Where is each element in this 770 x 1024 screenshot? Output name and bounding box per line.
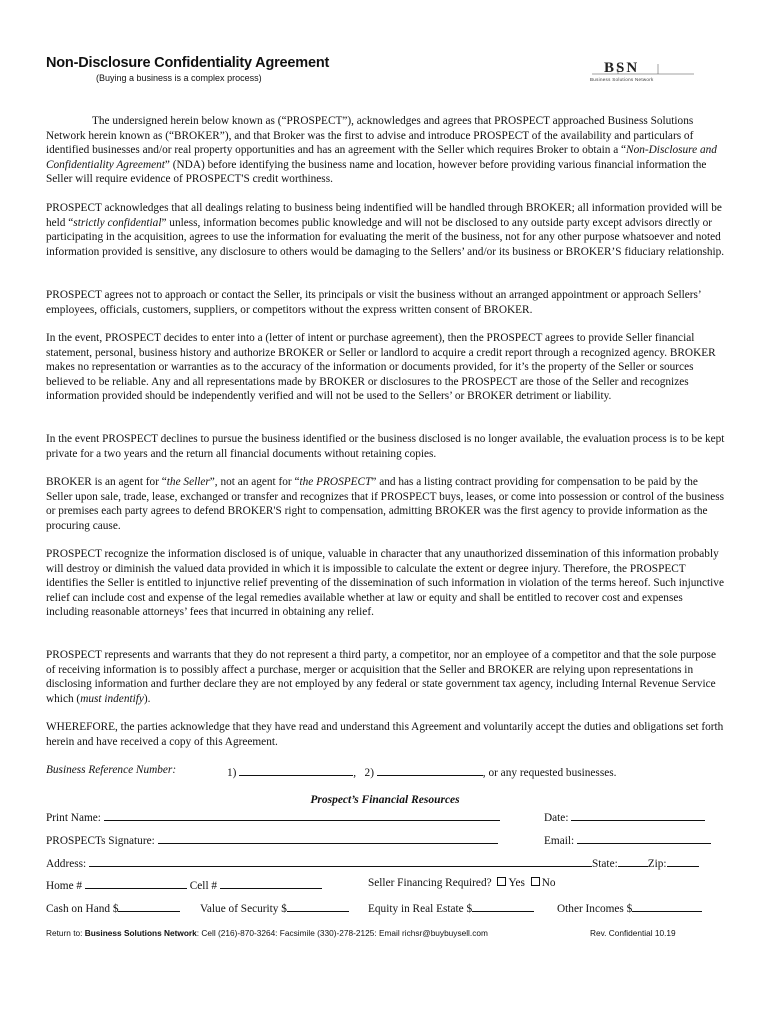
other-incomes-row xyxy=(557,900,702,915)
state-label: State: xyxy=(592,858,618,870)
value-of-security-label: Value of Security $ xyxy=(200,903,287,915)
address-label: Address: xyxy=(46,858,87,870)
reference-tail: , or any requested businesses. xyxy=(482,767,617,779)
cell-phone-field[interactable] xyxy=(220,877,322,889)
zip-field[interactable] xyxy=(667,855,699,867)
email-field[interactable] xyxy=(577,832,711,844)
print-name-label: Print Name: xyxy=(46,812,101,824)
seller-financing-yes-checkbox[interactable] xyxy=(497,877,506,886)
print-name-row xyxy=(46,809,500,824)
signature-label: PROSPECTs Signature: xyxy=(46,835,155,847)
email-row xyxy=(544,832,711,847)
financial-resources-heading: Prospect’s Financial Resources xyxy=(310,794,460,806)
cash-on-hand-field[interactable] xyxy=(118,900,180,912)
paragraph-confidential: PROSPECT acknowledges that all dealings relating to business being indentified will be handled through BROKER; all information provided will be held “strictly confidential” unless, information becomes public knowledge and will not be disclosed to any outside party except advisors directly or participating in the acquisition, agrees to use the information for evaluating the merit of the business, not for any other purpose whatsoever and noted information provided is sensitive, any disclosure to others would be damaging to the Sellers’ and/or its business or BROKER’S fiduciary relationship. xyxy=(46,202,725,258)
seller-financing-label: Seller Financing Required? xyxy=(368,877,492,889)
equity-row xyxy=(368,900,534,915)
seller-financing-yes-label: Yes xyxy=(508,877,525,889)
date-row xyxy=(544,809,705,824)
equity-real-estate-field[interactable] xyxy=(472,900,534,912)
reference-row: 1) , 2) , or any requested businesses. xyxy=(227,764,616,779)
cash-on-hand-label: Cash on Hand $ xyxy=(46,903,119,915)
signature-row xyxy=(46,832,498,847)
cell-phone-label: Cell # xyxy=(189,880,218,892)
footer-return-label: Return to: xyxy=(46,928,85,938)
print-name-field[interactable] xyxy=(104,809,500,821)
seller-financing-no-label: No xyxy=(541,877,556,889)
date-field[interactable] xyxy=(571,809,705,821)
reference-1-field[interactable] xyxy=(239,764,353,776)
paragraph-no-contact: PROSPECT agrees not to approach or contact the Seller, its principals or visit the business without an arranged appointment or approach Sellers’ employees, officials, customers, suppliers, or competitors without the express written consent of BROKER. xyxy=(46,289,701,316)
state-field[interactable] xyxy=(618,855,648,867)
seller-financing-row xyxy=(368,877,556,889)
paragraph-wherefore: WHEREFORE, the parties acknowledge that they have read and understand this Agreement and voluntarily accept the duties and obligations set forth herein and have received a copy of this Agreement. xyxy=(46,721,724,748)
address-row xyxy=(46,855,699,870)
paragraph-intro: The undersigned herein below known as (“PROSPECT”), acknowledges and agrees that PROSPECT approached Business Solutions Network herein known as (“BROKER”), and that Broker was the first to advise and introduce PROSPECT of the availability and particulars of identified businesses and/or real property opportunities and has an agreement with the Seller which requires Broker to obtain a “Non-Disclosure and Confidentiality Agreement” (NDA) before identifying the business name and location, however before providing various financial information the Seller will require evidence of PROSPECT'S credit worthiness. xyxy=(46,115,717,186)
paragraph-injunctive-relief: PROSPECT recognize the information disclosed is of unique, valuable in character that any unauthorized dissemination of this information probably will destroy or diminish the valued data provided in which it is impossible to calculate the extent or degree injury. Therefore, the PROSPECT identifies the Seller is entitled to injunctive relief preventing of the dissemination of such information in violation of the terms hereof. Such injunctive relief can include cost and expense of the legal remedies available whether at law or equity and shall be entitled to recover cost and expenses including reasonable attorneys’ fees that incurred in obtaining any relief. xyxy=(46,548,724,619)
logo-tagline: Business Solutions Network xyxy=(590,77,654,82)
paragraph-declines: In the event PROSPECT declines to pursue the business identified or the business disclosed is no longer available, the evaluation process is to be kept private for a two years and the return all financial documents without retaining copies. xyxy=(46,433,725,460)
value-of-security-field[interactable] xyxy=(287,900,349,912)
zip-label: Zip: xyxy=(647,858,667,870)
seller-financing-no-checkbox[interactable] xyxy=(531,877,540,886)
logo-wordmark: BSN xyxy=(604,60,640,76)
home-phone-label: Home # xyxy=(46,880,83,892)
reference-2-label: 2) xyxy=(364,767,374,779)
security-row xyxy=(200,900,349,915)
footer-contact xyxy=(46,928,488,938)
signature-field[interactable] xyxy=(158,832,498,844)
document-subtitle: (Buying a business is a complex process) xyxy=(96,73,262,83)
reference-2-field[interactable] xyxy=(377,764,483,776)
phone-row xyxy=(46,877,322,892)
paragraph-letter-of-intent: In the event, PROSPECT decides to enter into a (letter of intent or purchase agreement), then the PROSPECT agrees to provide Seller financial statement, personal, business history and authorize BROKER or Seller or landlord to acquire a credit report through a recognized agency. BROKER makes no representation or warranties as to the accuracy of the information or documents provided, for it’s the property of the Seller or sources believed to be reliable. Any and all representations made by BROKER or disclosures to the PROSPECT are those of the Seller and recognizes information provided should be independently verified and will not be used to the Sellers’ or BROKER detriment or liability. xyxy=(46,332,716,403)
cash-row xyxy=(46,900,180,915)
paragraph-broker-agent: BROKER is an agent for “the Seller”, not an agent for “the PROSPECT” and has a listing contract providing for compensation to be paid by the Seller upon sale, trade, lease, exchanged or transfer and recognizes that if PROSPECT buys, leases, or come into possession or control of the business or premises each party agrees to defend BROKER'S right to compensation, admitting BROKER was the first agency to provide information as the procuring cause. xyxy=(46,476,725,532)
footer-company: Business Solutions Network xyxy=(84,928,197,938)
reference-1-label: 1) xyxy=(227,767,237,779)
footer-contact-details: : Cell (216)-870-3264: Facsimile (330)-278-2125: Email richsr@buybuysell.com xyxy=(196,928,488,938)
reference-label: Business Reference Number: xyxy=(46,764,177,776)
paragraph-represents: PROSPECT represents and warrants that they do not represent a third party, a competitor, nor an employee of a competitor and that the sole purpose of receiving information is to possibly affect a purchase, merger or acquisition that the Seller and BROKER are relying upon representations in disclosing information and further declare they are not employed by any federal or state government tax agency, including Internal Revenue Service which (must indentify). xyxy=(46,649,716,705)
document-title: Non-Disclosure Confidentiality Agreement xyxy=(46,55,330,71)
date-label: Date: xyxy=(544,812,569,824)
other-incomes-label: Other Incomes $ xyxy=(557,903,633,915)
other-incomes-field[interactable] xyxy=(632,900,702,912)
footer-revision: Rev. Confidential 10.19 xyxy=(590,928,676,938)
home-phone-field[interactable] xyxy=(85,877,187,889)
equity-real-estate-label: Equity in Real Estate $ xyxy=(368,903,473,915)
email-label: Email: xyxy=(544,835,575,847)
address-field[interactable] xyxy=(89,855,592,867)
